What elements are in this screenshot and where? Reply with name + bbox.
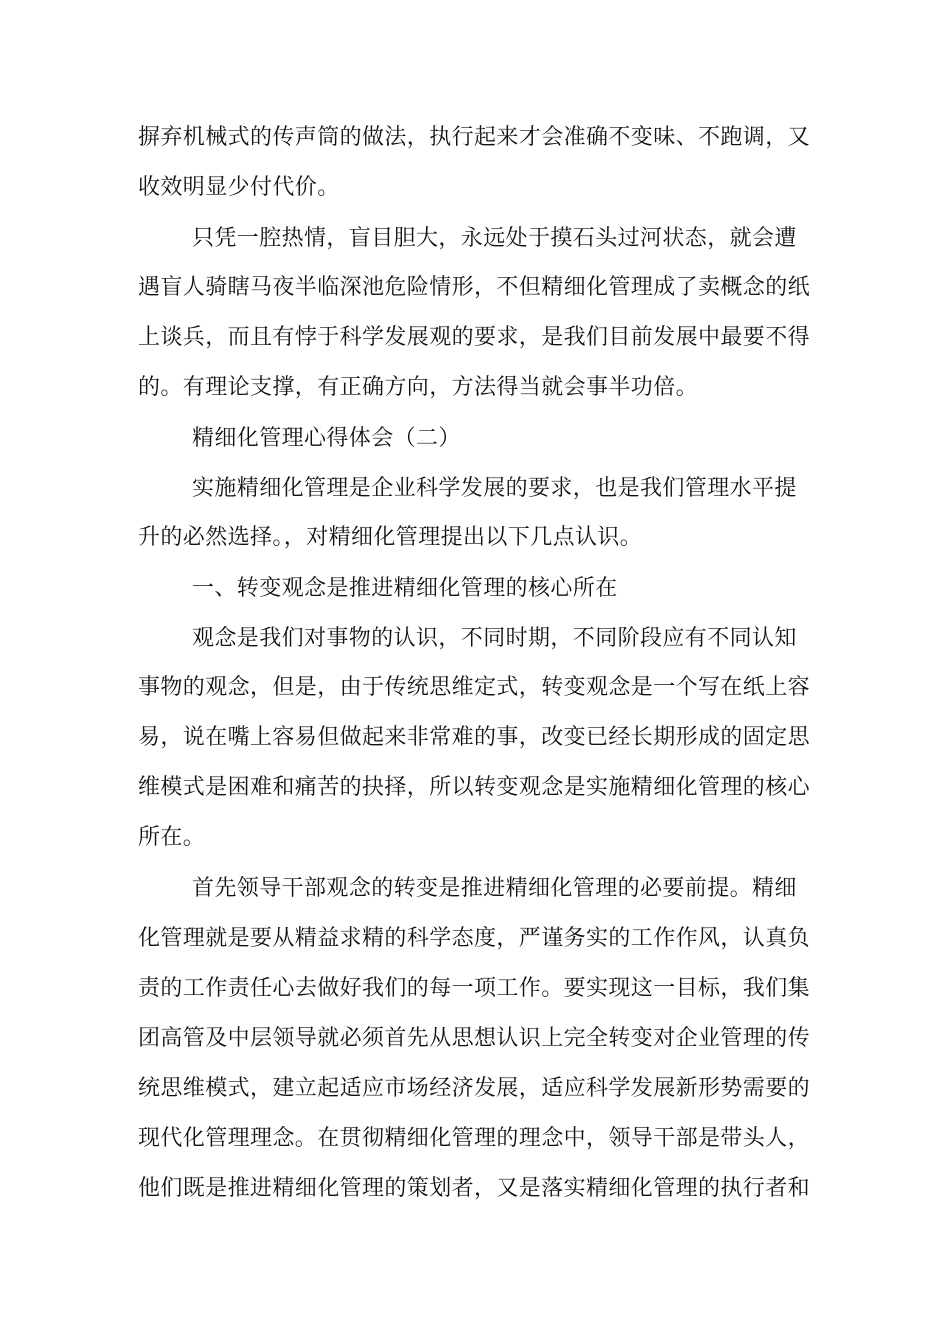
text-line: 事物的观念，但是，由于传统思维定式，转变观念是一个写在纸上容	[138, 675, 811, 700]
text-line: 收效明显少付代价。	[138, 175, 340, 200]
text-line: 升的必然选择。，对精细化管理提出以下几点认识。	[138, 525, 643, 550]
text-line: 责的工作责任心去做好我们的每一项工作。要实现这一目标，我们集	[138, 976, 811, 1001]
text-line: 的。有理论支撑，有正确方向，方法得当就会事半功倍。	[138, 375, 699, 400]
section-heading: 一、转变观念是推进精细化管理的核心所在	[192, 576, 618, 601]
text-line: 统思维模式，建立起适应市场经济发展，适应科学发展新形势需要的	[138, 1076, 811, 1101]
text-line: 化管理就是要从精益求精的科学态度，严谨务实的工作作风，认真负	[138, 926, 811, 951]
text-line: 上谈兵，而且有悖于科学发展观的要求，是我们目前发展中最要不得	[138, 325, 811, 350]
section-title: 精细化管理心得体会（二）	[192, 426, 461, 451]
paragraph-first-line: 只凭一腔热情，盲目胆大，永远处于摸石头过河状态，就会遭	[192, 226, 797, 251]
text-line: 维模式是困难和痛苦的抉择，所以转变观念是实施精细化管理的核心	[138, 775, 811, 800]
text-line: 遇盲人骑瞎马夜半临深池危险情形，不但精细化管理成了卖概念的纸	[138, 275, 811, 300]
paragraph-first-line: 首先领导干部观念的转变是推进精细化管理的必要前提。精细	[192, 876, 797, 901]
text-line: 摒弃机械式的传声筒的做法，执行起来才会准确不变味、不跑调，又	[138, 125, 811, 150]
text-line: 团高管及中层领导就必须首先从思想认识上完全转变对企业管理的传	[138, 1026, 811, 1051]
paragraph-first-line: 实施精细化管理是企业科学发展的要求，也是我们管理水平提	[192, 476, 797, 501]
paragraph-first-line: 观念是我们对事物的认识，不同时期，不同阶段应有不同认知	[192, 626, 797, 651]
text-line: 易，说在嘴上容易但做起来非常难的事，改变已经长期形成的固定思	[138, 725, 811, 750]
text-line: 所在。	[138, 825, 206, 850]
text-line: 现代化管理理念。在贯彻精细化管理的理念中，领导干部是带头人，	[138, 1126, 811, 1151]
text-line: 他们既是推进精细化管理的策划者，又是落实精细化管理的执行者和	[138, 1176, 811, 1201]
